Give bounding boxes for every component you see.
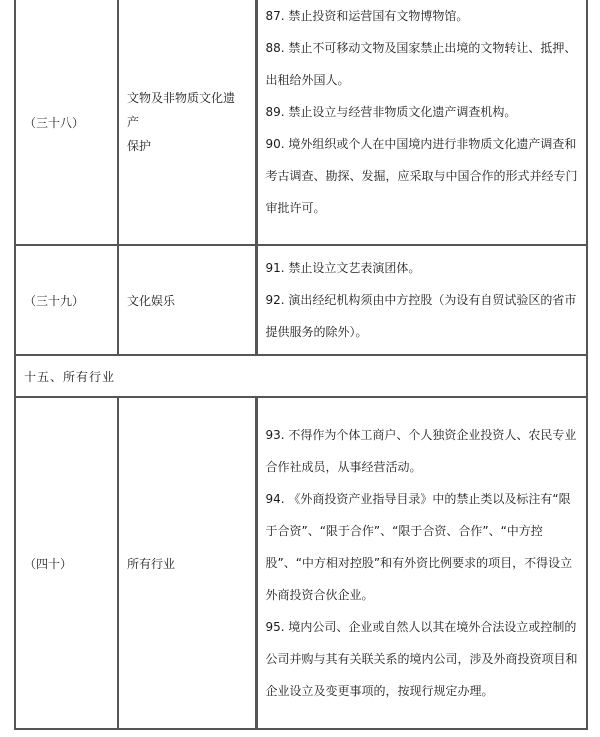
section-header-row	[15, 355, 587, 397]
row-category: 文化娱乐	[118, 245, 256, 355]
measure-item: 87. 禁止投资和运营国有文物博物馆。	[265, 9, 469, 23]
row-measures	[256, 245, 587, 355]
row-index: （三十八）	[15, 0, 118, 245]
row-index: （四十）	[15, 397, 118, 729]
measure-item: 93. 不得作为个体工商户、个人独资企业投资人、农民专业合作社成员，从事经营活动。	[265, 428, 577, 474]
table-row	[15, 245, 587, 355]
row-measures	[256, 0, 587, 245]
row-index: （三十九）	[15, 245, 118, 355]
row-category: 文物及非物质文化遗产 保护	[118, 0, 256, 245]
table-row	[15, 0, 587, 245]
measure-item: 92. 演出经纪机构须由中方控股（为设有自贸试验区的省市提供服务的除外）。	[265, 293, 577, 339]
measure-item: 94. 《外商投资产业指导目录》中的禁止类以及标注有“限于合资”、“限于合作”、“限于合资、合作”、“中方控股”、“中方相对控股”和有外资比例要求的项目，不得设立外商投资合伙企业。	[265, 492, 573, 602]
negative-list-table	[14, 0, 588, 730]
measure-item: 95. 境内公司、企业或自然人以其在境外合法设立或控制的公司并购与其有关联关系的境内公司，涉及外商投资项目和企业设立及变更事项的，按现行规定办理。	[265, 620, 578, 698]
table-row	[15, 397, 587, 729]
measure-item: 88. 禁止不可移动文物及国家禁止出境的文物转让、抵押、出租给外国人。	[265, 41, 577, 87]
measure-item: 90. 境外组织或个人在中国境内进行非物质文化遗产调查和考古调查、勘探、发掘，应采取与中国合作的形式并经专门审批许可。	[265, 137, 578, 215]
row-measures	[256, 397, 587, 729]
row-category: 所有行业	[118, 397, 256, 729]
measure-item: 89. 禁止设立与经营非物质文化遗产调查机构。	[265, 105, 517, 119]
measure-item: 91. 禁止设立文艺表演团体。	[265, 261, 421, 275]
section-header: 十五、所有行业	[15, 355, 587, 397]
